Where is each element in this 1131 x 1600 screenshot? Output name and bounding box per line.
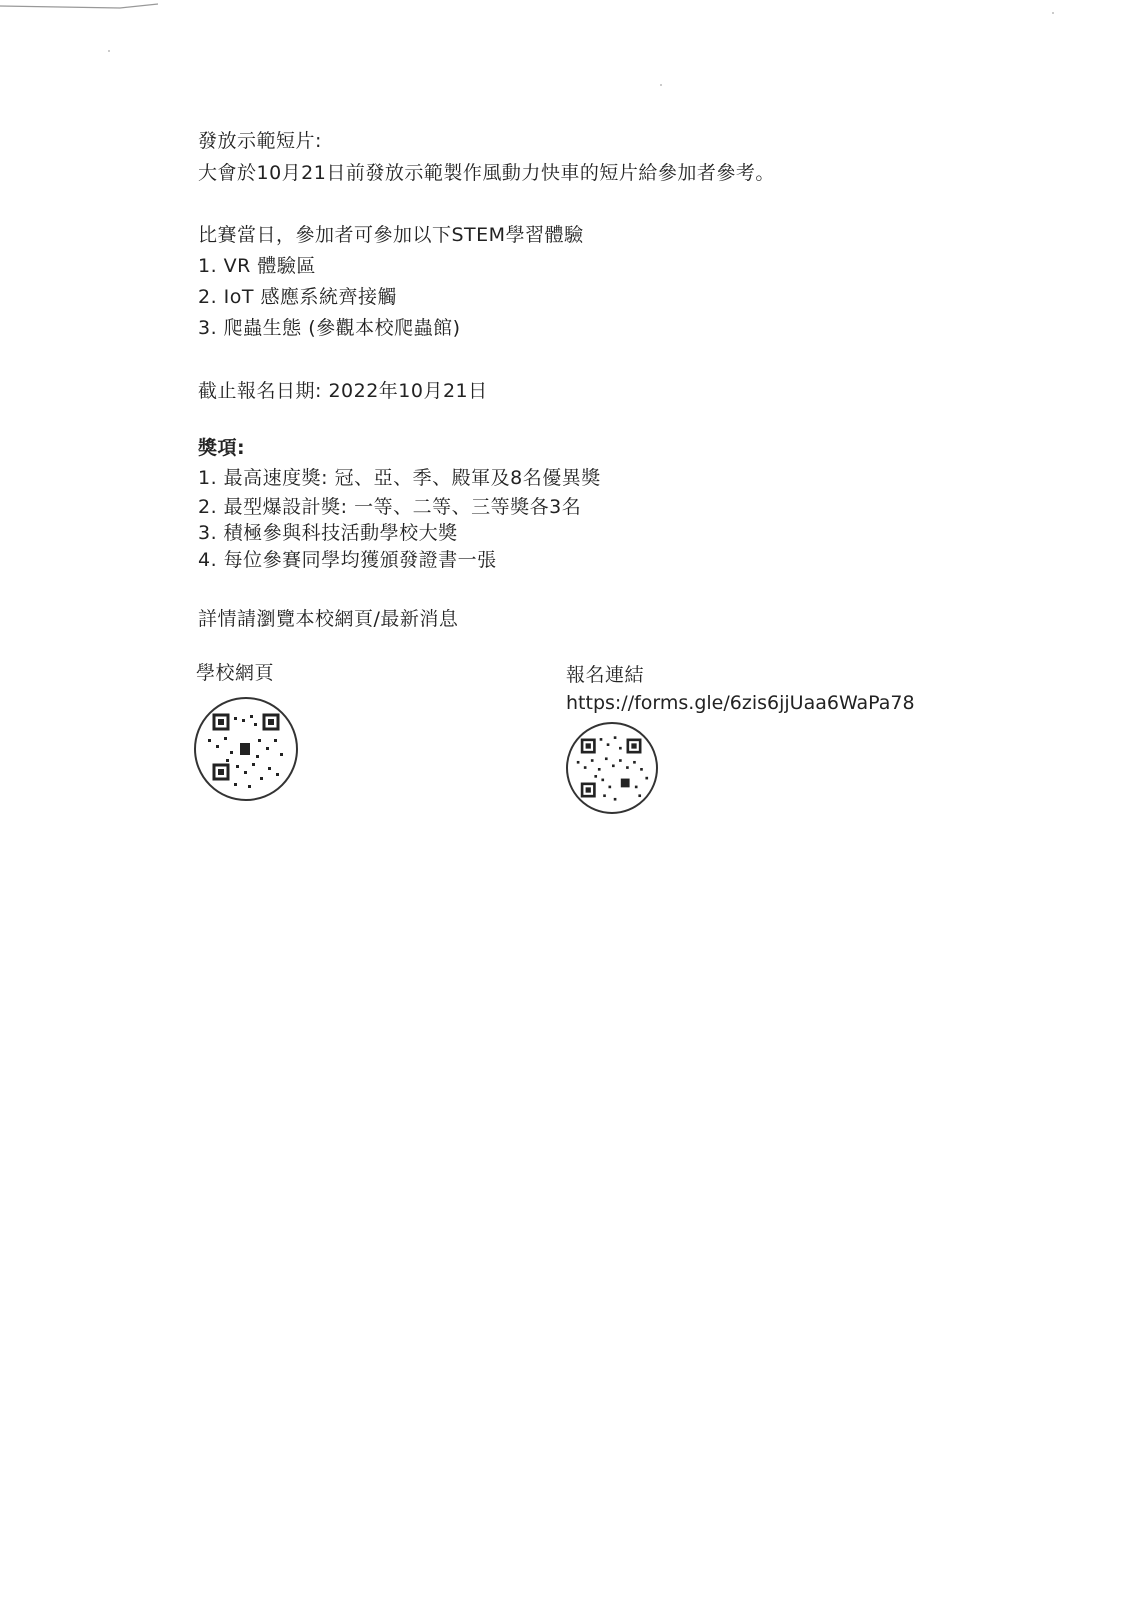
details-note: 詳情請瀏覽本校網頁/最新消息 — [198, 608, 459, 630]
scan-speck — [1052, 12, 1054, 14]
stem-intro: 比賽當日，參加者可參加以下STEM學習體驗 — [198, 224, 584, 246]
awards-heading: 獎項: — [198, 437, 246, 459]
registration-link[interactable]: https://forms.gle/6zis6jjUaa6WaPa78 — [566, 692, 915, 714]
deadline: 截止報名日期: 2022年10月21日 — [198, 380, 488, 402]
stem-item: 1. VR 體驗區 — [198, 255, 316, 277]
scan-edge-mark — [0, 0, 160, 14]
video-heading: 發放示範短片: — [198, 130, 322, 152]
scan-speck — [108, 50, 110, 52]
video-text: 大會於10月21日前發放示範製作風動力快車的短片給參加者參考。 — [198, 162, 775, 184]
award-item: 1. 最高速度獎: 冠、亞、季、殿軍及8名優異獎 — [198, 467, 601, 489]
school-site-label: 學校網頁 — [196, 662, 275, 684]
award-item: 2. 最型爆設計獎: 一等、二等、三等獎各3名 — [198, 496, 582, 518]
stem-item: 3. 爬蟲生態 (參觀本校爬蟲館) — [198, 317, 461, 339]
registration-qr-code[interactable] — [566, 722, 658, 814]
registration-label: 報名連結 — [566, 664, 645, 686]
stem-item: 2. IoT 感應系統齊接觸 — [198, 286, 398, 308]
award-item: 4. 每位參賽同學均獲頒發證書一張 — [198, 549, 497, 571]
award-item: 3. 積極參與科技活動學校大獎 — [198, 522, 458, 544]
school-site-qr-code[interactable] — [194, 697, 298, 801]
qr-code-icon — [196, 699, 296, 799]
qr-code-icon — [568, 724, 656, 812]
scan-speck — [660, 84, 662, 86]
